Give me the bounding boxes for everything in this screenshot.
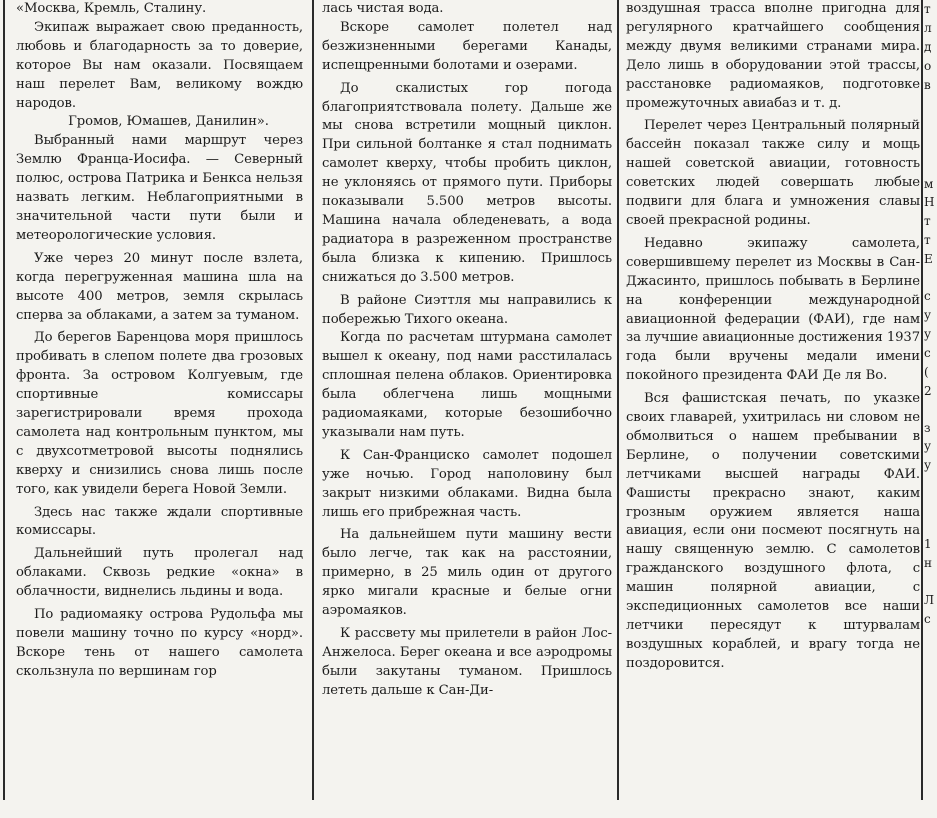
paragraph: На дальнейшем пути машину вести было легче, так как на расстоянии, примерно, в 25 миль один от другого ярко мигали красные и белые огни аэромаяков. (322, 527, 612, 619)
text-fragment: о (924, 58, 932, 73)
paragraph: Недавно экипажу самолета, совершившему перелет из Москвы в Сан-Джасинто, пришлось побывать в Берлине на конференции международной авиационной федерации (ФАИ), где нам за лучшие авиационные достижения 1937 года были вручены медали имени покойного президента ФАИ Де ля Во. (626, 235, 920, 384)
paragraph: В районе Сиэттля мы направились к побережью Тихого океана. (322, 292, 612, 327)
text-column-2 (318, 0, 612, 818)
text-fragment: н (924, 556, 932, 571)
text-fragment: у (924, 326, 932, 341)
paragraph: Когда по расчетам штурмана самолет вышел к океану, под нами расстилалась сплошная пелена облаков. Ориентировка была облегчена лишь мощными радиомаяками, которые безошибочно указывали нам путь. (322, 330, 612, 440)
text-fragment: м (924, 176, 934, 191)
paragraph: Вся фашистская печать, по указке своих главарей, ухитрилась ни словом не обмолвиться о нашем пребывании в Берлине, о получении советскими летчиками высшей награды ФАИ. Фашисты прекрасно знают, каким грозным оружием является наша авиация, если они посмеют посягнуть на нашу священную землю. С самолетов гражданского воздушного флота, с машин полярной авиации, с экспедиционных самолетов все наши летчики пересядут к штурвалам воздушных кораблей, и врагу тогда не поздоровится. (626, 391, 920, 671)
column-rule (921, 0, 923, 800)
paragraph: Вскоре самолет полетел над безжизненными берегами Канады, испещренными болотами и озерами. (322, 19, 612, 73)
column-rule (312, 0, 314, 800)
text-fragment: у (924, 458, 932, 473)
text-fragment: Н (924, 195, 935, 210)
paragraph: До берегов Баренцова моря пришлось пробивать в слепом полете два грозовых фронта. За островом Колгуевым, где спортивные комиссары зарегистрировали время прохода самолета над контрольным пунктом, мы с двухсотметровой высоты поднялись кверху и снизились снова лишь после того, как увидели берега Новой Земли. (16, 330, 303, 497)
paragraph: Выбранный нами маршрут через Землю Франца-Иосифа. — Северный полюс, острова Патрика и Бенкса нельзя назвать легким. Неблагоприятными в значительной части пути были и метеорологические условия. (16, 133, 303, 243)
text-fragment: Л (924, 593, 935, 608)
paragraph: воздушная трасса вполне пригодна для регулярного кратчайшего сообщения между двумя великими странами мира. Дело лишь в оборудовании этой трассы, расстановке радиомаяков, подготовке промежуточных авиабаз и т. д. (626, 1, 920, 111)
text-fragment: т (924, 2, 931, 16)
text-fragment: л (924, 20, 932, 35)
text-fragment: 2 (924, 383, 932, 398)
text-fragment: у (924, 307, 932, 322)
paragraph: Здесь нас также ждали спортивные комиссары. (16, 504, 303, 539)
text-fragment: ( (924, 364, 929, 379)
paragraph: Уже через 20 минут после взлета, когда перегруженная машина шла на высоте 400 метров, земля скрылась сперва за облаками, а затем за туманом. (16, 250, 303, 323)
paragraph: Экипаж выражает свою преданность, любовь и благодарность за то доверие, которое Вы нам оказали. Посвящаем наш перелет Вам, великому вождю народов. (16, 19, 303, 111)
text-fragment: з (924, 420, 931, 435)
text-fragment: с (924, 289, 931, 304)
text-column-3 (624, 0, 920, 818)
text-fragment: с (924, 611, 931, 626)
text-column-1 (10, 0, 303, 818)
text-column-4-fragment (924, 0, 937, 818)
text-fragment: с (924, 345, 931, 360)
paragraph: К Сан-Франциско самолет подошел уже ночью. Город наполовину был закрыт низкими облаками. Видна была лишь его прибрежная часть. (322, 447, 612, 520)
text-fragment: у (924, 439, 932, 454)
text-fragment: 1 (924, 537, 932, 552)
paragraph: Громов, Юмашев, Данилин». (68, 114, 269, 130)
text-fragment: д (924, 39, 932, 54)
text-fragment: в (924, 77, 931, 92)
text-fragment: Е (924, 252, 933, 267)
paragraph: К рассвету мы прилетели в район Лос-Анжелоса. Берег океана и все аэродромы были закутаны туманом. Пришлось лететь дальше к Сан-Ди- (322, 626, 612, 698)
paragraph: По радиомаяку острова Рудольфа мы повели машину точно по курсу «норд». Вскоре тень от нашего самолета скользнула по вершинам гор (16, 607, 303, 679)
paragraph: Дальнейший путь пролегал над облаками. Сквозь редкие «окна» в облачности, виднелись льдины и вода. (16, 546, 303, 600)
paragraph: Перелет через Центральный полярный бассейн показал также силу и мощь нашей советской авиации, готовность советских людей совершать любые подвиги для блага и умножения славы своей прекрасной родины. (626, 118, 920, 228)
text-fragment: т (924, 214, 931, 229)
paragraph: лась чистая вода. (322, 1, 444, 16)
paragraph: «Москва, Кремль, Сталину. (16, 1, 207, 16)
paragraph: До скалистых гор погода благоприятствовала полету. Дальше же мы снова встретили мощный циклон. При сильной болтанке я стал поднимать самолет кверху, чтобы пробить циклон, не уклоняясь от прямого пути. Приборы показывали 5.500 метров высоты. Машина начала обледеневать, а вода радиатора в разреженном пространстве была близка к кипению. Пришлось снижаться до 3.500 метров. (322, 80, 612, 285)
column-rule (617, 0, 619, 800)
text-fragment: т (924, 233, 931, 248)
column-rule (3, 0, 5, 800)
